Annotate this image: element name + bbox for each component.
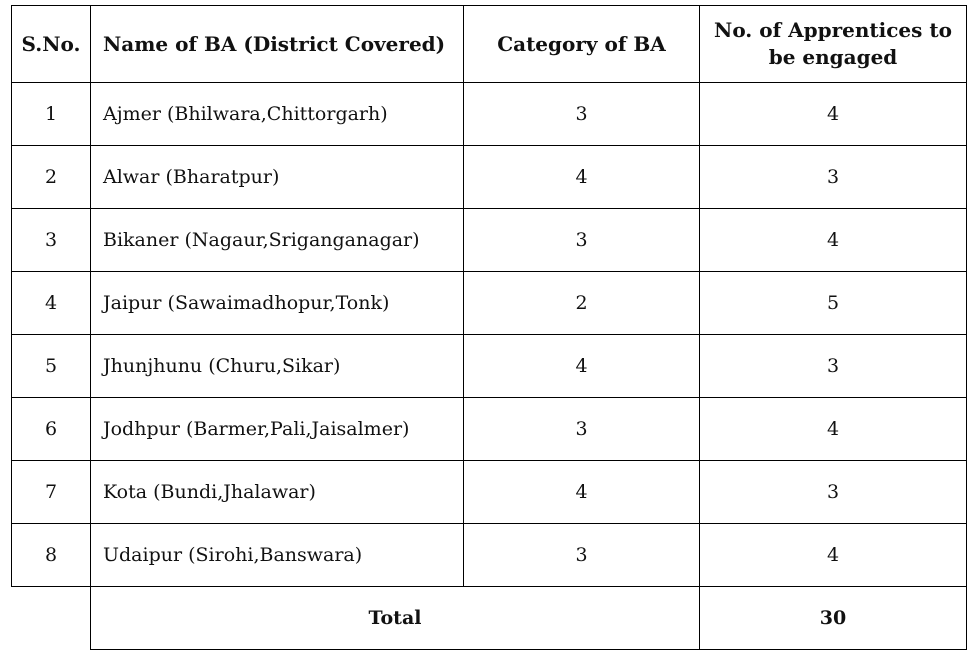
cell-category: 3 xyxy=(464,83,700,146)
cell-ba-name: Kota (Bundi,Jhalawar) xyxy=(91,461,464,524)
table-header-row xyxy=(12,6,967,83)
cell-sno: 5 xyxy=(12,335,91,398)
table-row xyxy=(12,335,967,398)
apprentice-allocation-table-container xyxy=(11,5,966,655)
total-label: Total xyxy=(91,587,700,650)
header-sno: S.No. xyxy=(12,6,91,83)
cell-apprentices: 3 xyxy=(700,146,967,209)
header-category: Category of BA xyxy=(464,6,700,83)
cell-apprentices: 3 xyxy=(700,461,967,524)
header-apprentices: No. of Apprentices to be engaged xyxy=(700,6,967,83)
cell-apprentices: 5 xyxy=(700,272,967,335)
total-row xyxy=(12,587,967,650)
cell-ba-name: Ajmer (Bhilwara,Chittorgarh) xyxy=(91,83,464,146)
cell-ba-name: Alwar (Bharatpur) xyxy=(91,146,464,209)
cell-ba-name: Jhunjhunu (Churu,Sikar) xyxy=(91,335,464,398)
cell-category: 4 xyxy=(464,461,700,524)
cell-sno: 8 xyxy=(12,524,91,587)
total-value: 30 xyxy=(700,587,967,650)
header-ba-name: Name of BA (District Covered) xyxy=(91,6,464,83)
total-spacer-cell xyxy=(12,587,91,650)
cell-ba-name: Jodhpur (Barmer,Pali,Jaisalmer) xyxy=(91,398,464,461)
cell-sno: 2 xyxy=(12,146,91,209)
cell-category: 3 xyxy=(464,209,700,272)
cell-category: 4 xyxy=(464,335,700,398)
cell-sno: 6 xyxy=(12,398,91,461)
table-row xyxy=(12,272,967,335)
table-row xyxy=(12,146,967,209)
cell-sno: 7 xyxy=(12,461,91,524)
table-row xyxy=(12,209,967,272)
cell-category: 3 xyxy=(464,524,700,587)
cell-apprentices: 4 xyxy=(700,209,967,272)
cell-category: 2 xyxy=(464,272,700,335)
cell-apprentices: 4 xyxy=(700,398,967,461)
cell-apprentices: 4 xyxy=(700,524,967,587)
cell-category: 3 xyxy=(464,398,700,461)
cell-apprentices: 4 xyxy=(700,83,967,146)
cell-sno: 3 xyxy=(12,209,91,272)
cell-ba-name: Jaipur (Sawaimadhopur,Tonk) xyxy=(91,272,464,335)
cell-category: 4 xyxy=(464,146,700,209)
apprentice-allocation-table xyxy=(11,5,967,650)
table-row xyxy=(12,398,967,461)
cell-ba-name: Bikaner (Nagaur,Sriganganagar) xyxy=(91,209,464,272)
cell-sno: 1 xyxy=(12,83,91,146)
cell-sno: 4 xyxy=(12,272,91,335)
table-row xyxy=(12,461,967,524)
cell-ba-name: Udaipur (Sirohi,Banswara) xyxy=(91,524,464,587)
table-row xyxy=(12,83,967,146)
table-row xyxy=(12,524,967,587)
cell-apprentices: 3 xyxy=(700,335,967,398)
